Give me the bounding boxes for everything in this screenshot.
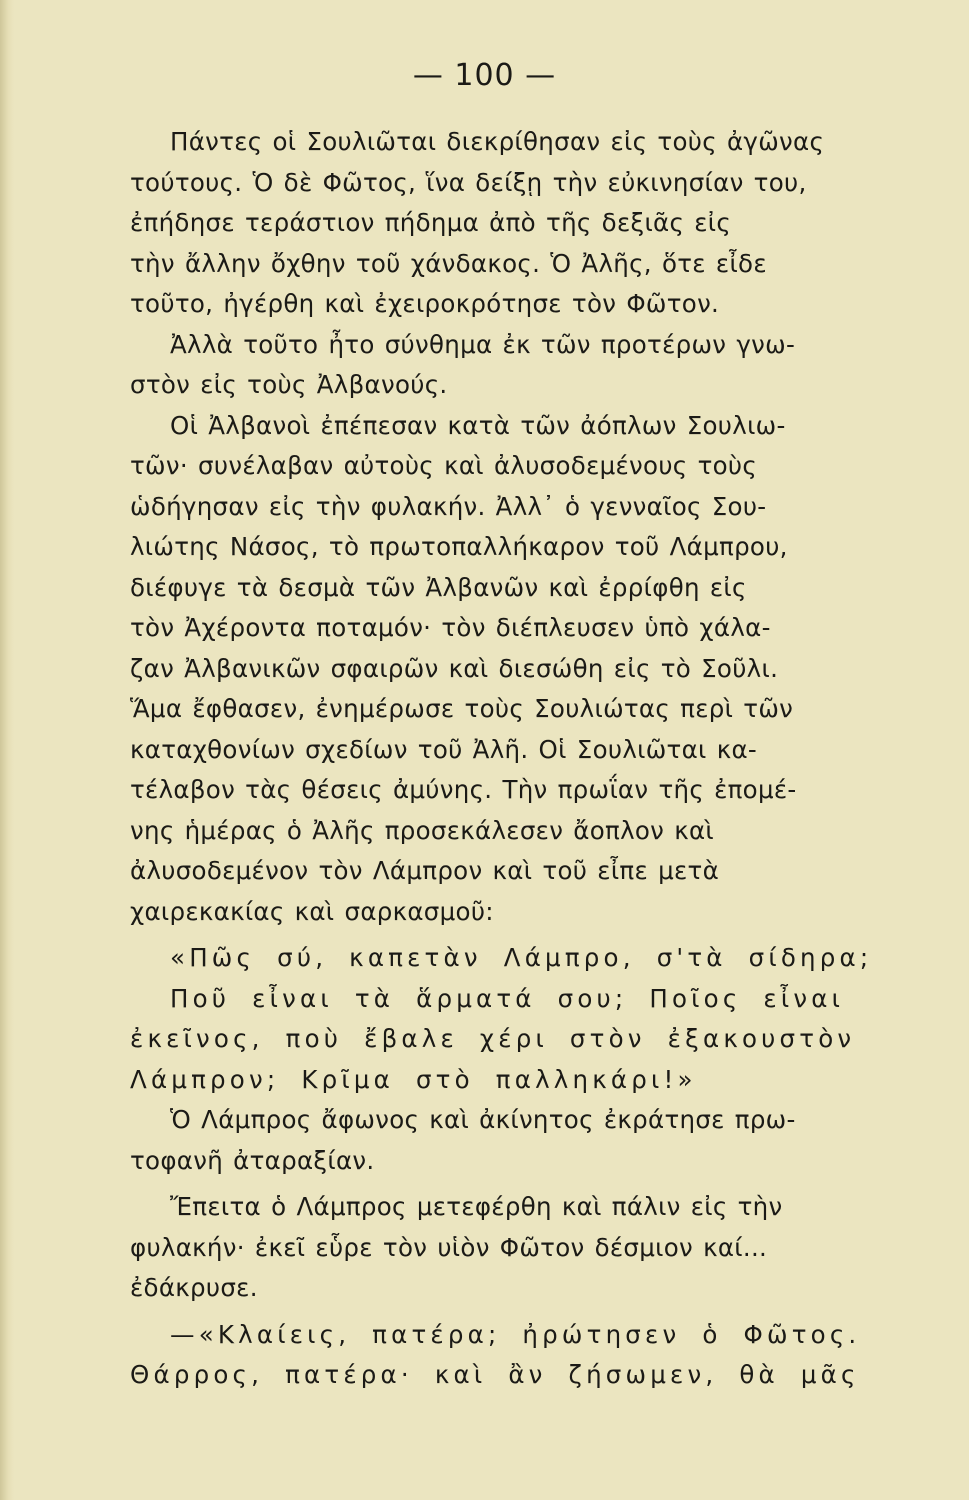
text-line: τοῦτο, ἠγέρθη καὶ ἐχειροκρότησε τὸν Φῶτον.	[130, 289, 720, 318]
text-line: τὴν ἄλλην ὄχθην τοῦ χάνδακος. Ὁ Ἀλῆς, ὅτε εἶδε	[130, 248, 767, 278]
text-line: ζαν Ἀλβανικῶν σφαιρῶν καὶ διεσώθη εἰς τὸ Σοῦλι.	[130, 653, 779, 683]
text-line: ἐδάκρυσε.	[130, 1273, 258, 1302]
text-line: τούτους. Ὁ δὲ Φῶτος, ἵνα δείξῃ τὴν εὐκινησίαν του,	[130, 167, 807, 197]
text-line: τέλαβον τὰς θέσεις ἀμύνης. Τὴν πρωΐαν τῆς ἐπομέ-	[130, 775, 797, 804]
text-line: τὸν Ἀχέροντα ποταμόν· τὸν διέπλευσεν ὑπὸ χάλα-	[130, 613, 771, 642]
text-line: τοφανῆ ἀταραξίαν.	[130, 1145, 375, 1175]
text-line: ἐπήδησε τεράστιον πήδημα ἀπὸ τῆς δεξιᾶς εἰς	[130, 208, 732, 237]
quoted-line: Ποῦ εἶναι τὰ ἅρματά σου; Ποῖος εἶναι	[170, 983, 845, 1013]
text-line: Ὁ Λάμπρος ἄφωνος καὶ ἀκίνητος ἐκράτησε πρω-	[170, 1105, 796, 1134]
text-line: Ἔπειτα ὁ Λάμπρος μετεφέρθη καὶ πάλιν εἰς τὴν	[170, 1192, 783, 1221]
quoted-line: ἐκεῖνος, ποὺ ἔβαλε χέρι στὸν ἐξακουστὸν	[130, 1024, 856, 1053]
page-number: — 100 —	[412, 58, 557, 93]
text-line: Πάντες οἱ Σουλιῶται διεκρίθησαν εἰς τοὺς ἀγῶνας	[170, 127, 825, 156]
text-line: χαιρεκακίας καὶ σαρκασμοῦ:	[130, 896, 494, 926]
text-line: φυλακήν· ἐκεῖ εὗρε τὸν υἱὸν Φῶτον δέσμιον καί...	[130, 1232, 768, 1262]
text-line: λιώτης Νάσος, τὸ πρωτοπαλλήκαρον τοῦ Λάμπρου,	[130, 532, 788, 561]
dialogue-line: —«Κλαίεις, πατέρα; ἠρώτησεν ὁ Φῶτος.	[170, 1319, 861, 1349]
text-line: ὡδήγησαν εἰς τὴν φυλακήν. Ἀλλ᾿ ὁ γενναῖος Σου-	[130, 491, 767, 521]
text-line: τῶν· συνέλαβαν αὐτοὺς καὶ ἀλυσοδεμένους τοὺς	[130, 451, 758, 480]
quoted-line: Λάμπρον; Κρῖμα στὸ παλληκάρι!»	[130, 1064, 697, 1094]
dialogue-line: Θάρρος, πατέρα· καὶ ἂν ζήσωμεν, θὰ μᾶς	[130, 1360, 860, 1389]
text-line: διέφυγε τὰ δεσμὰ τῶν Ἀλβανῶν καὶ ἐρρίφθη εἰς	[130, 572, 747, 602]
text-line: νης ἡμέρας ὁ Ἀλῆς προσεκάλεσεν ἄοπλον καὶ	[130, 815, 715, 845]
text-line: ἀλυσοδεμένον τὸν Λάμπρον καὶ τοῦ εἶπε μετὰ	[130, 856, 720, 885]
body-text	[130, 122, 948, 1396]
text-line: Οἱ Ἀλβανοὶ ἐπέπεσαν κατὰ τῶν ἀόπλων Σουλιω-	[170, 410, 786, 440]
text-line: στὸν εἰς τοὺς Ἀλβανούς.	[130, 370, 448, 399]
text-line: Ἀλλὰ τοῦτο ἦτο σύνθημα ἐκ τῶν προτέρων γνω-	[170, 329, 796, 359]
text-line: Ἅμα ἔφθασεν, ἐνημέρωσε τοὺς Σουλιώτας περὶ τῶν	[130, 694, 794, 723]
quoted-line: «Πῶς σύ, καπετὰν Λάμπρο, σ'τὰ σίδηρα;	[170, 943, 873, 972]
binding-edge	[0, 0, 14, 1500]
text-line: καταχθονίων σχεδίων τοῦ Ἀλῆ. Οἱ Σουλιῶται κα-	[130, 734, 758, 764]
